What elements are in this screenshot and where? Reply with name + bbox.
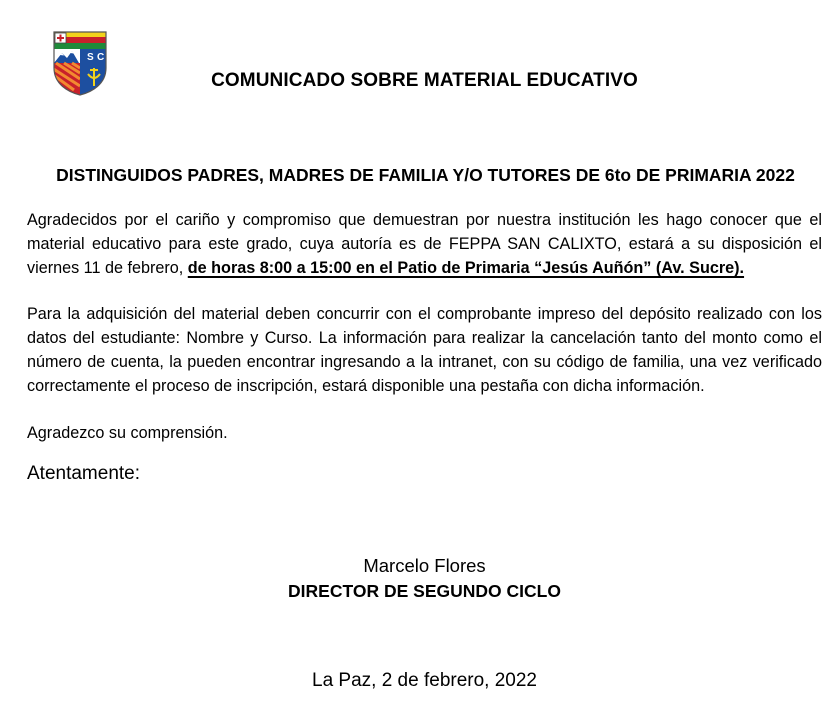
letter-salutation: DISTINGUIDOS PADRES, MADRES DE FAMILIA Y/O TUTORES DE 6to DE PRIMARIA 2022 [56,165,795,185]
paragraph-thanks: Agradezco su comprensión. [27,424,228,442]
crest-letter-c: C [97,52,105,63]
paragraph-availability-text: Agradecidos por el cariño y compromiso que demuestran por nuestra institución les hago conocer que el material educativo para este grado, cuya autoría es de FEPPA SAN CALIXTO, estará a su disposición el viernes 11 de febrero, [27,211,822,277]
crest-letter-s: S [87,52,94,63]
closing-phrase: Atentamente: [27,463,141,484]
document-title: COMUNICADO SOBRE MATERIAL EDUCATIVO [211,70,638,91]
signer-name: Marcelo Flores [363,555,486,576]
place-date: La Paz, 2 de febrero, 2022 [312,670,537,691]
paragraph-availability [27,208,822,280]
signer-role: DIRECTOR DE SEGUNDO CICLO [288,581,561,601]
paragraph-instructions: Para la adquisición del material deben concurrir con el comprobante impreso del depósito realizado con los datos del estudiante: Nombre y Curso. La información para realizar la cancelación tanto del monto como el número de cuenta, la pueden encontrar ingresando a la intranet, con su código de familia, una vez verificado correctamente el proceso de inscripción, estará disponible una pestaña con dicha información. [27,305,822,395]
schedule-highlight: de horas 8:00 a 15:00 en el Patio de Primaria “Jesús Auñón” (Av. Sucre). [187,259,745,277]
